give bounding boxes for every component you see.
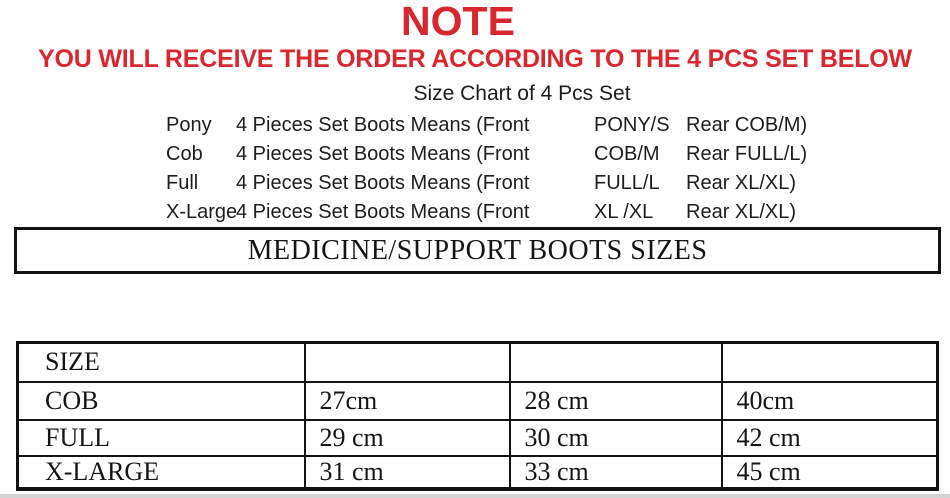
table-row-full <box>18 420 938 456</box>
set-label: Pony <box>166 114 212 136</box>
table-row-xlarge <box>18 456 938 489</box>
pcs-set-row-pony <box>166 111 807 140</box>
sizes-table <box>16 341 939 491</box>
photo-edge-artifact <box>0 494 950 498</box>
measurement-cell: 27cm <box>305 382 510 420</box>
set-description: 4 Pieces Set Boots Means (Front <box>236 201 530 223</box>
pcs-set-row-xlarge <box>166 198 807 227</box>
set-rear-size: Rear XL/XL) <box>686 172 797 194</box>
table-header-cell <box>510 343 722 382</box>
measurement-cell: 28 cm <box>510 382 722 420</box>
table-header-cell <box>305 343 510 382</box>
set-rear-size: Rear XL/XL) <box>686 201 797 223</box>
note-heading: NOTE <box>401 0 515 44</box>
table-row-cob <box>18 382 938 420</box>
set-front-size: XL /XL <box>594 201 654 223</box>
measurement-cell: 29 cm <box>305 420 510 456</box>
boots-sizes-banner <box>14 227 941 274</box>
size-cell: COB <box>18 382 305 420</box>
measurement-cell: 42 cm <box>722 420 938 456</box>
set-description: 4 Pieces Set Boots Means (Front <box>236 114 530 136</box>
set-description: 4 Pieces Set Boots Means (Front <box>236 172 530 194</box>
size-chart-heading: Size Chart of 4 Pcs Set <box>413 82 631 105</box>
measurement-cell: 31 cm <box>305 456 510 489</box>
table-header-size: SIZE <box>18 343 305 382</box>
note-subheading: YOU WILL RECEIVE THE ORDER ACCORDING TO THE 4 PCS SET BELOW <box>38 45 912 73</box>
pcs-set-row-full <box>166 169 807 198</box>
size-cell: FULL <box>18 420 305 456</box>
measurement-cell: 45 cm <box>722 456 938 489</box>
pcs-set-list <box>166 111 807 227</box>
set-front-size: PONY/S <box>594 114 670 136</box>
set-label: Cob <box>166 143 203 165</box>
size-cell: X-LARGE <box>18 456 305 489</box>
table-header-row <box>18 343 938 382</box>
measurement-cell: 30 cm <box>510 420 722 456</box>
set-label: X-Large <box>166 201 238 223</box>
measurement-cell: 33 cm <box>510 456 722 489</box>
set-description: 4 Pieces Set Boots Means (Front <box>236 143 530 165</box>
pcs-set-row-cob <box>166 140 807 169</box>
set-rear-size: Rear FULL/L) <box>686 143 808 165</box>
boots-sizes-title: MEDICINE/SUPPORT BOOTS SIZES <box>247 234 708 266</box>
set-rear-size: Rear COB/M) <box>686 114 808 136</box>
set-front-size: COB/M <box>594 143 660 165</box>
table-header-cell <box>722 343 938 382</box>
set-front-size: FULL/L <box>594 172 660 194</box>
measurement-cell: 40cm <box>722 382 938 420</box>
set-label: Full <box>166 172 199 194</box>
